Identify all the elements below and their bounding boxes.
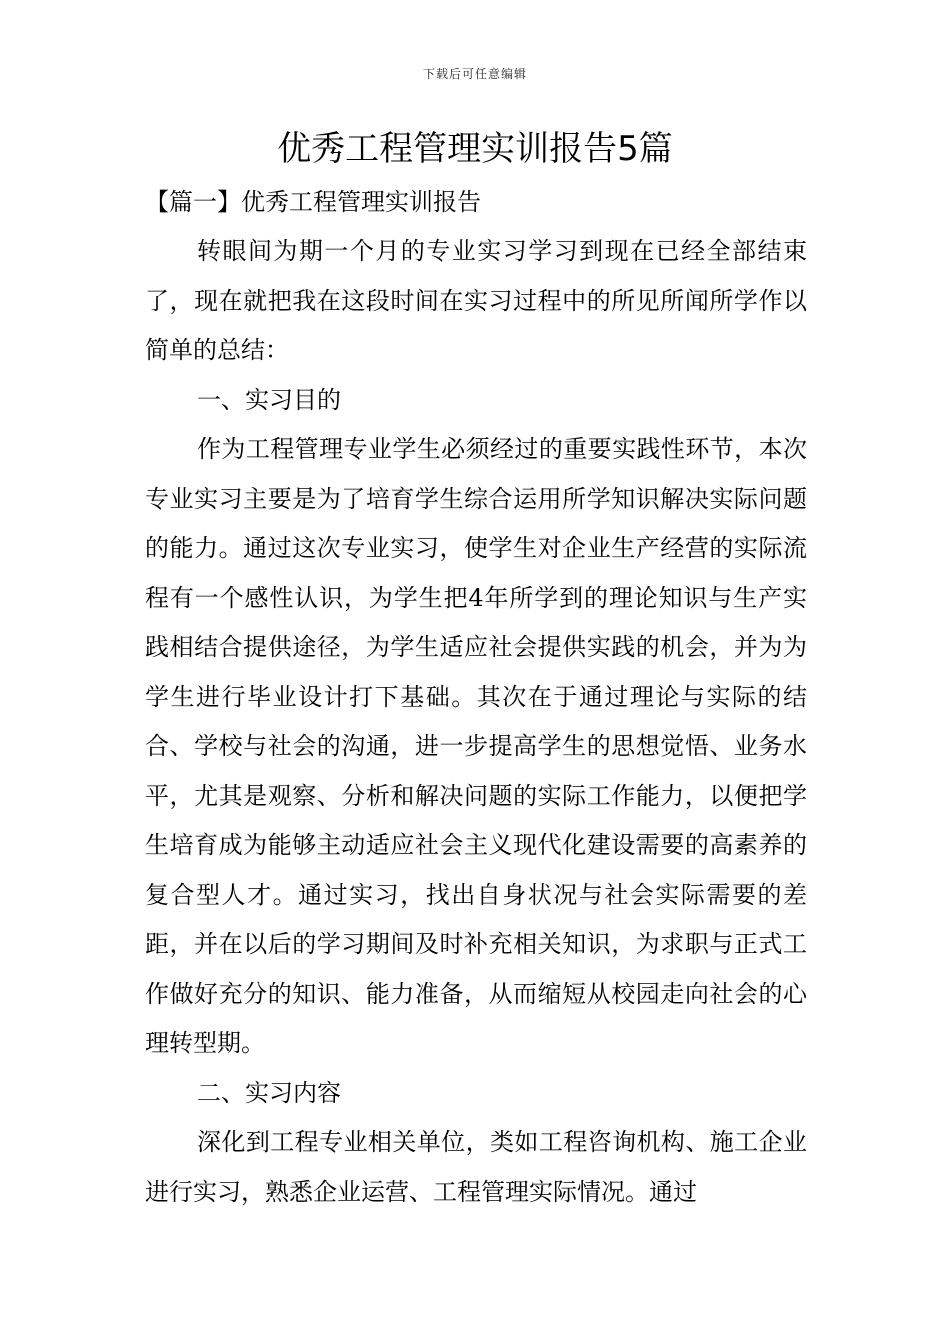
document-body: [145, 178, 807, 1217]
header-note: 下载后可任意编辑: [422, 67, 527, 81]
item2-paragraph: 深化到工程专业相关单位，类如工程咨询机构、施工企业进行实习，熟悉企业运营、工程管理实际情况。通过: [145, 1128, 807, 1206]
item1-paragraph: 作为工程管理专业学生必须经过的重要实践性环节，本次专业实习主要是为了培育学生综合运用所学知识解决实际问题的能力。通过这次专业实习，使学生对企业生产经营的实际流程有一个感性认识，为学生把4年所学到的理论知识与生产实践相结合提供途径，为学生适应社会提供实践的机会，并为为学生进行毕业设计打下基础。其次在于通过理论与实际的结合、学校与社会的沟通，进一步提高学生的思想觉悟、业务水平，尤其是观察、分析和解决问题的实际工作能力，以便把学生培育成为能够主动适应社会主义现代化建设需要的高素养的复合型人才。通过实习，找出自身状况与社会实际需要的差距，并在以后的学习期间及时补充相关知识，为求职与正式工作做好充分的知识、能力准备，从而缩短从校园走向社会的心理转型期。: [145, 435, 807, 1057]
section-heading: 【篇一】优秀工程管理实训报告: [145, 188, 481, 216]
item2-heading: 二、实习内容: [197, 1078, 341, 1107]
document-title: 优秀工程管理实训报告5篇: [277, 129, 673, 169]
intro-paragraph: 转眼间为期一个月的专业实习学习到现在已经全部结束了，现在就把我在这段时间在实习过程中的所见所闻所学作以简单的总结：: [145, 237, 807, 364]
item1-heading: 一、实习目的: [197, 385, 341, 414]
